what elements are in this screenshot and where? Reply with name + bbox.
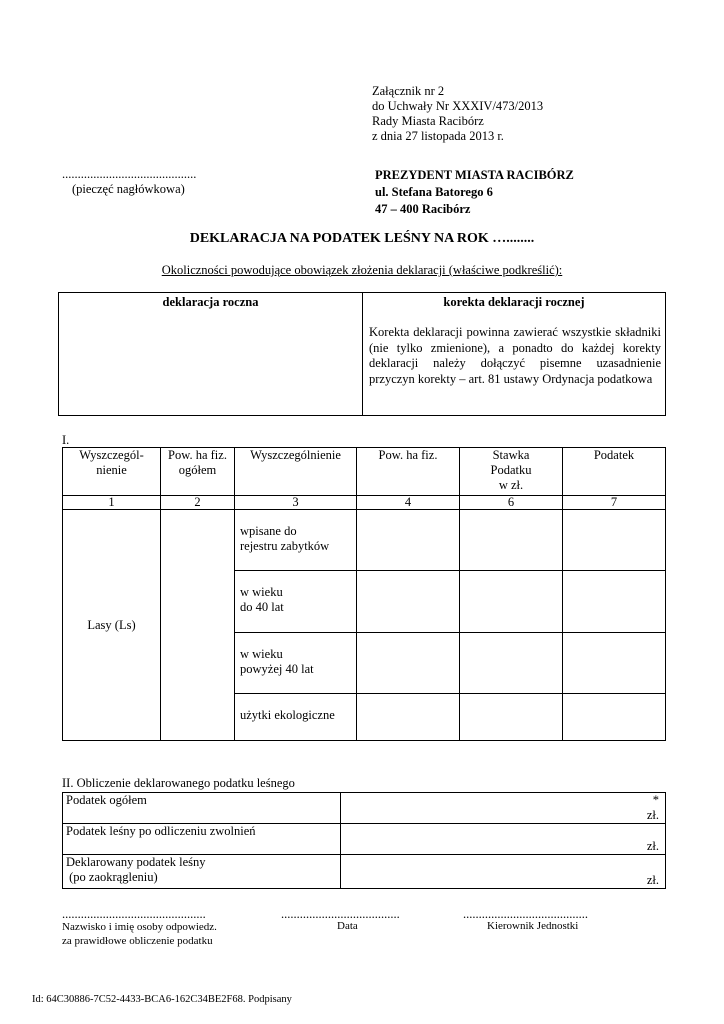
currency-unit: zł. — [646, 873, 659, 887]
rate-input[interactable] — [460, 694, 563, 741]
stamp-dots: ........................................... — [62, 167, 197, 181]
signature-dots-name: .............................................. — [62, 907, 206, 921]
addressee-line-1: PREZYDENT MIASTA RACIBÓRZ — [375, 168, 574, 182]
annual-declaration-label: deklaracja roczna — [162, 295, 259, 309]
column-number: 1 — [63, 496, 161, 510]
stamp-area — [62, 167, 196, 197]
page-title: DEKLARACJA NA PODATEK LEŚNY NA ROK …........ — [189, 231, 535, 246]
currency-unit: zł. — [646, 808, 659, 822]
tax-summary-table — [62, 792, 666, 889]
header-area-total: Pow. ha fiz. ogółem — [161, 448, 235, 496]
currency-unit: zł. — [646, 839, 659, 853]
addressee-line-2: ul. Stefana Batorego 6 — [375, 185, 493, 199]
row-description: w wieku do 40 lat — [235, 571, 357, 633]
table-row — [63, 824, 666, 855]
column-number: 2 — [161, 496, 235, 510]
land-type-label: Lasy (Ls) — [87, 617, 136, 632]
correction-declaration-cell[interactable] — [363, 293, 666, 416]
tax-input[interactable] — [563, 571, 666, 633]
header-tax: Podatek — [563, 448, 666, 496]
summary-label: Deklarowany podatek leśny (po zaokrągleniu) — [63, 855, 341, 889]
area-input[interactable] — [357, 633, 460, 694]
column-number-row — [63, 496, 666, 510]
table-row — [63, 855, 666, 889]
table-row — [63, 793, 666, 824]
rate-input[interactable] — [460, 571, 563, 633]
stamp-label: (pieczęć nagłówkowa) — [72, 182, 185, 196]
row-description: użytki ekologiczne — [235, 694, 357, 741]
attachment-line-4: z dnia 27 listopada 2013 r. — [372, 129, 504, 143]
declaration-type-table — [58, 292, 666, 416]
addressee-line-3: 47 – 400 Racibórz — [375, 202, 471, 216]
footnote-star: * — [652, 793, 659, 807]
rate-input[interactable] — [460, 510, 563, 571]
header-area: Pow. ha fiz. — [357, 448, 460, 496]
column-number: 7 — [563, 496, 666, 510]
circumstances-text: Okoliczności powodujące obowiązek złożenia deklaracji (właściwe podkreślić): — [161, 263, 563, 277]
table-row — [63, 510, 666, 571]
signature-name-label: Nazwisko i imię osoby odpowiedz. za prawidłowe obliczenie podatku — [62, 921, 217, 947]
document-id-footer: Id: 64C30886-7C52-4433-BCA6-162C34BE2F68. Podpisany — [32, 994, 292, 1005]
column-number: 3 — [235, 496, 357, 510]
attachment-line-1: Załącznik nr 2 — [372, 84, 445, 98]
section-2-label: II. Obliczenie deklarowanego podatku leśnego — [62, 776, 295, 790]
forest-tax-table — [62, 447, 666, 741]
column-number: 4 — [357, 496, 460, 510]
rate-input[interactable] — [460, 633, 563, 694]
signature-dots-head: ........................................ — [463, 907, 588, 921]
summary-label: Podatek ogółem — [63, 793, 341, 824]
area-input[interactable] — [357, 571, 460, 633]
signature-head-label: Kierownik Jednostki — [487, 920, 579, 932]
signature-date-label: Data — [337, 920, 358, 932]
land-type-cell — [63, 510, 161, 741]
header-specification-detail: Wyszczególnienie — [235, 448, 357, 496]
attachment-line-3: Rady Miasta Racibórz — [372, 114, 484, 128]
correction-declaration-label: korekta deklaracji rocznej — [443, 295, 585, 309]
row-description: w wieku powyżej 40 lat — [235, 633, 357, 694]
table-header-row — [63, 448, 666, 496]
tax-input[interactable] — [563, 510, 666, 571]
total-tax-input[interactable] — [341, 793, 666, 824]
header-tax-rate: Stawka Podatku w zł. — [460, 448, 563, 496]
area-input[interactable] — [357, 694, 460, 741]
tax-input[interactable] — [563, 633, 666, 694]
column-number: 6 — [460, 496, 563, 510]
summary-label: Podatek leśny po odliczeniu zwolnień — [63, 824, 341, 855]
signature-dots-date: ...................................... — [281, 907, 400, 921]
correction-note: Korekta deklaracji powinna zawierać wszystkie składniki (nie tylko zmienione), a ponadto do każdej korekty deklaracji należy dołączyć pisemne uzasadnienie przyczyn korekty – art. 81 ustawy Ordynacja podatkowa — [369, 325, 661, 386]
header-specification: Wyszczegól- nienie — [63, 448, 161, 496]
area-total-input[interactable] — [161, 510, 235, 741]
annual-declaration-cell[interactable] — [59, 293, 363, 416]
row-description: wpisane do rejestru zabytków — [235, 510, 357, 571]
attachment-line-2: do Uchwały Nr XXXIV/473/2013 — [372, 99, 544, 113]
area-input[interactable] — [357, 510, 460, 571]
attachment-note — [372, 84, 543, 144]
declared-tax-input[interactable] — [341, 855, 666, 889]
section-1-label: I. — [62, 433, 70, 447]
addressee — [375, 167, 574, 218]
tax-after-exemptions-input[interactable] — [341, 824, 666, 855]
tax-input[interactable] — [563, 694, 666, 741]
